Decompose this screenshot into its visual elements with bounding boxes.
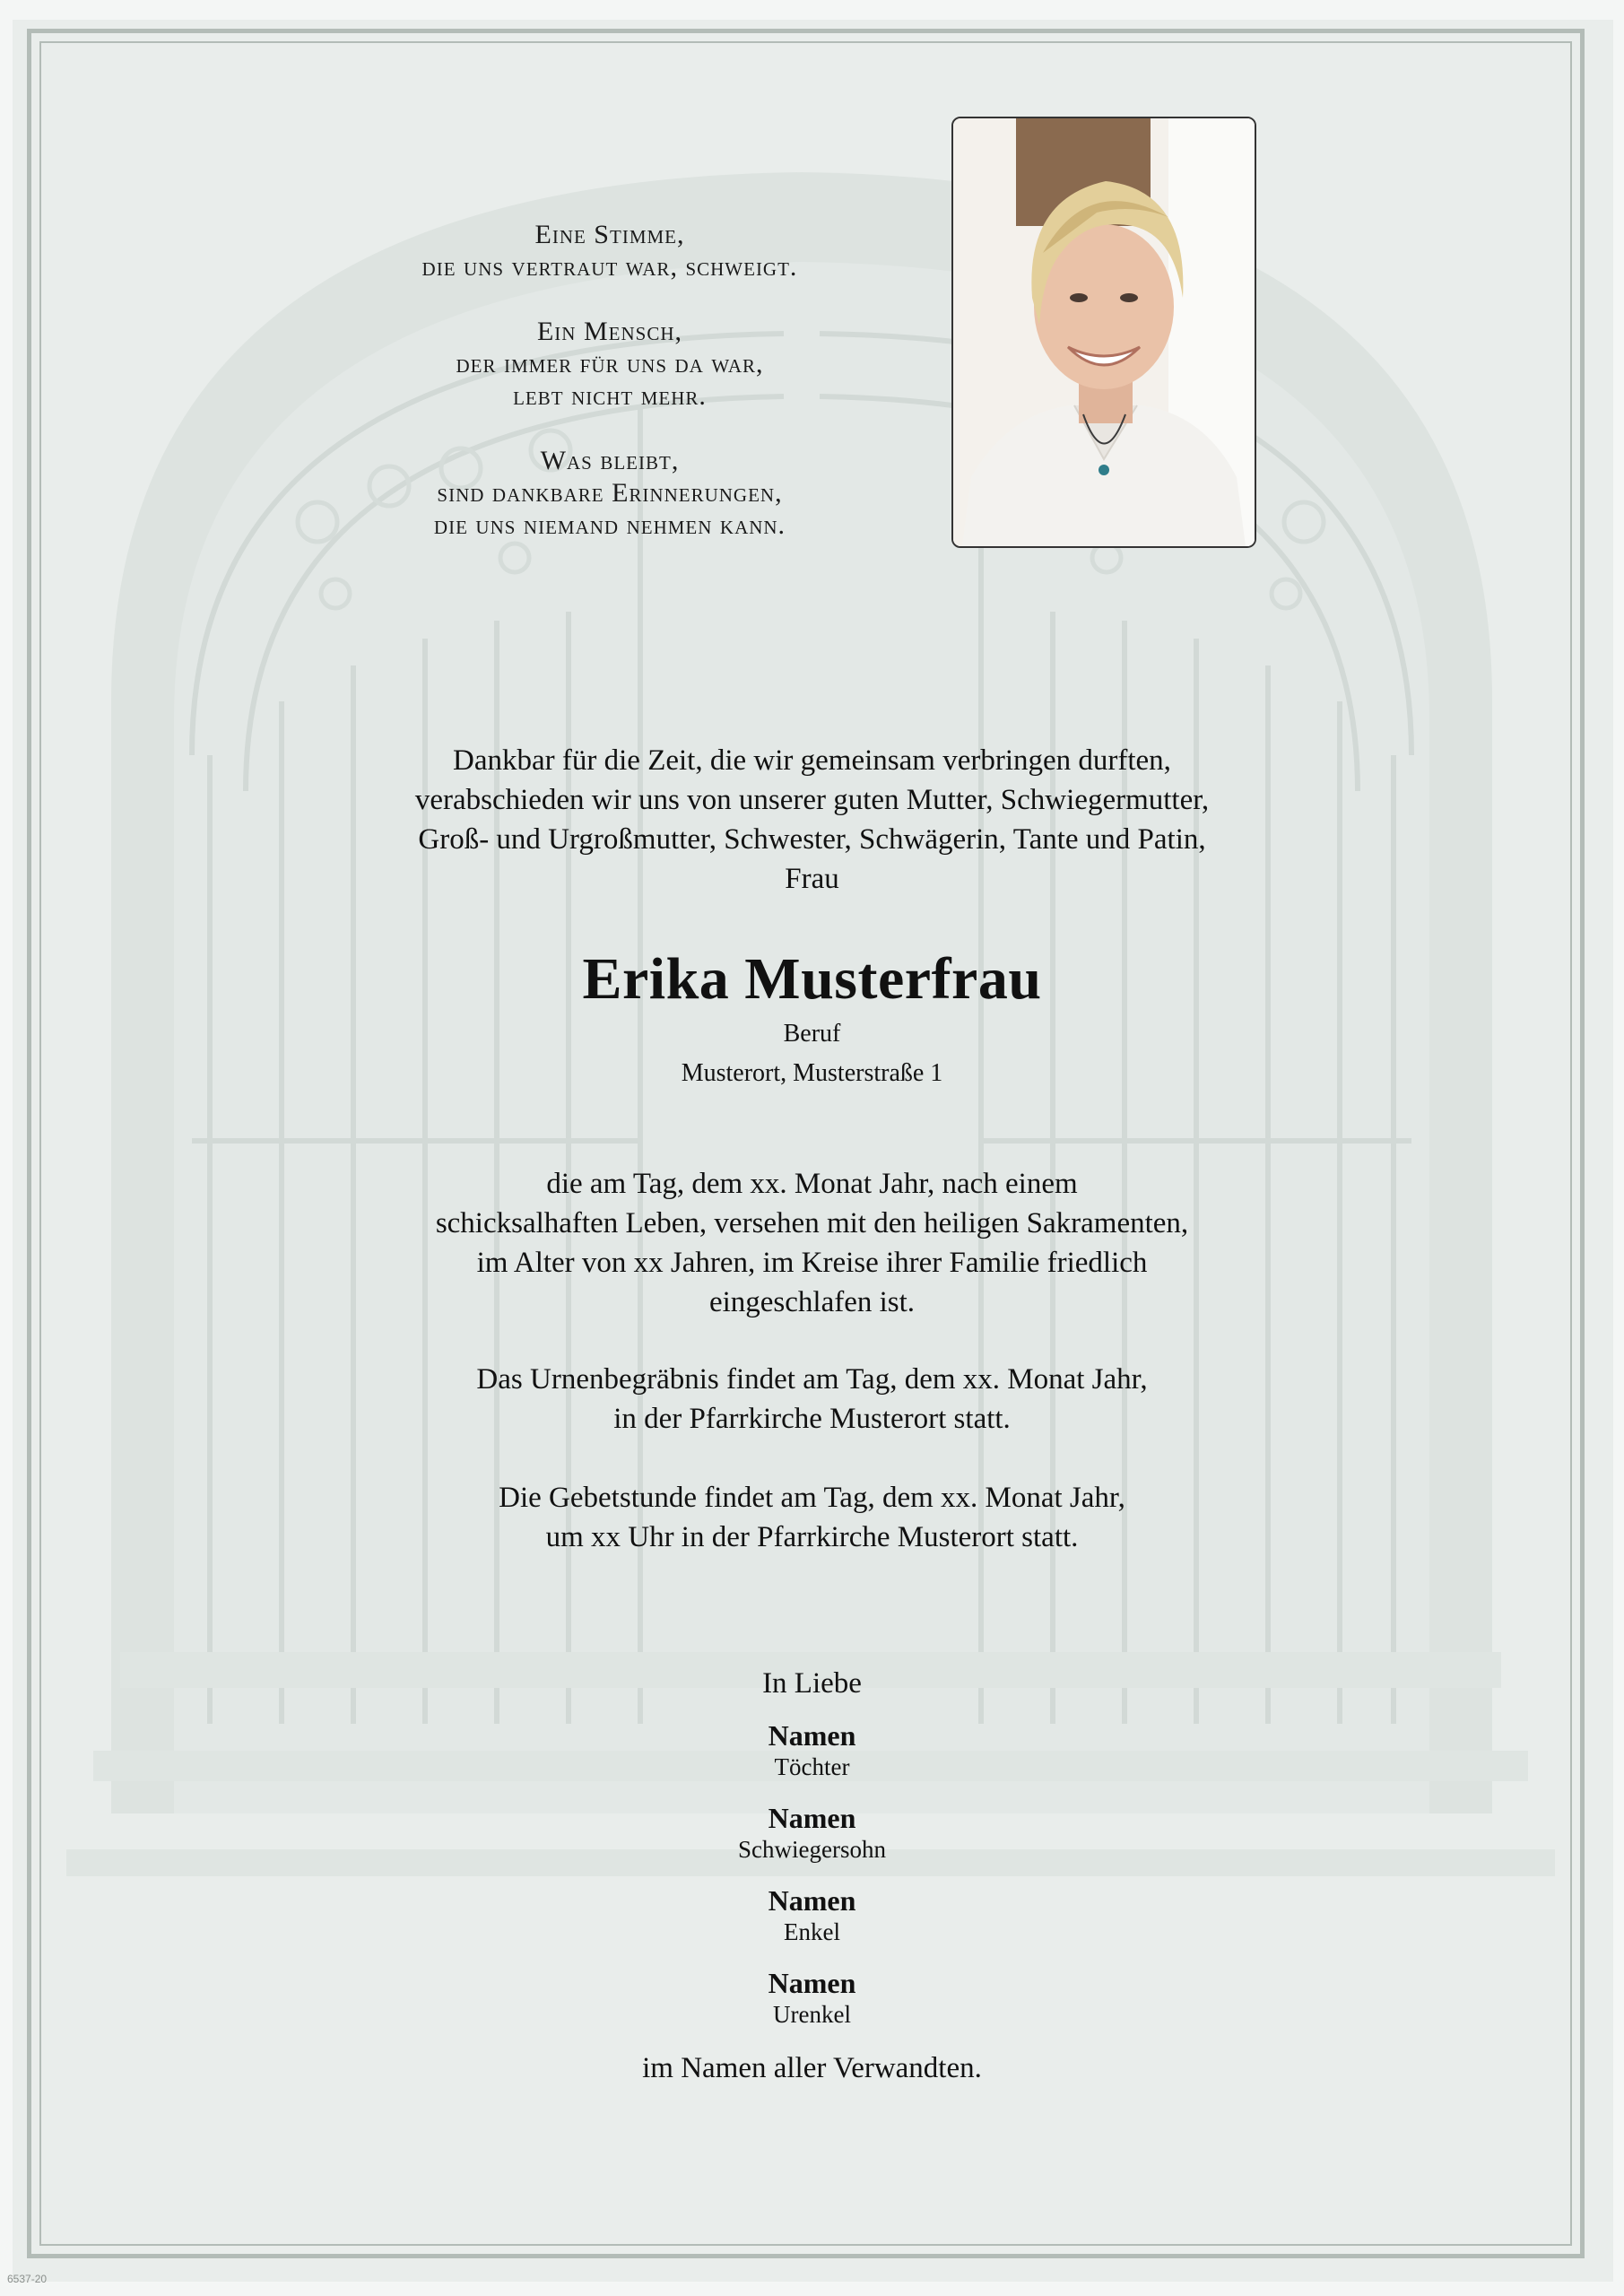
intro-line: Groß- und Urgroßmutter, Schwester, Schwägerin, Tante und Patin, [418, 823, 1206, 856]
burial-line: Das Urnenbegräbnis findet am Tag, dem xx. Monat Jahr, [476, 1363, 1148, 1396]
deceased-name: Erika Musterfrau [582, 946, 1042, 1012]
deceased-profession: Beruf [783, 1020, 841, 1048]
poem-stanza [350, 445, 870, 542]
intro-line: Dankbar für die Zeit, die wir gemeinsam verbringen durften, [453, 744, 1171, 777]
poem-line: Ein Mensch, [536, 317, 682, 346]
poem-line: Eine Stimme, [534, 220, 685, 249]
intro-line: verabschieden wir uns von unserer guten Mutter, Schwiegermutter, [414, 784, 1210, 816]
passing-line: im Alter von xx Jahren, im Kreise ihrer Familie friedlich [476, 1247, 1148, 1279]
mourner-role: Schwiegersohn [738, 1836, 886, 1863]
burial-text [269, 1360, 1355, 1439]
poem-line: der immer für uns da war, [456, 349, 764, 378]
mourner-group [269, 1718, 1355, 1781]
intro-line: Frau [785, 863, 839, 895]
portrait-photo-icon [953, 118, 1255, 546]
passing-line: schicksalhaften Leben, versehen mit den heiligen Sakramenten, [435, 1207, 1189, 1239]
mourner-name: Namen [768, 1884, 856, 1917]
passing-line: die am Tag, dem xx. Monat Jahr, nach einem [546, 1168, 1078, 1200]
prayer-line: Die Gebetstunde findet am Tag, dem xx. Monat Jahr, [499, 1482, 1125, 1514]
prayer-line: um xx Uhr in der Pfarrkirche Musterort statt. [545, 1521, 1079, 1553]
portrait-photo [951, 117, 1256, 548]
mourner-role: Töchter [774, 1753, 850, 1780]
mourner-group [269, 1966, 1355, 2029]
intro-text [269, 741, 1355, 899]
poem-line: Was bleibt, [540, 446, 680, 475]
poem-line: sind dankbare Erinnerungen, [437, 478, 783, 508]
poem-line: lebt nicht mehr. [513, 381, 707, 411]
mourner-name: Namen [768, 1719, 856, 1752]
mourner-name: Namen [768, 1967, 856, 1999]
print-code: 6537-20 [7, 2273, 48, 2285]
deceased-address: Musterort, Musterstraße 1 [681, 1059, 943, 1087]
prayer-text [269, 1478, 1355, 1557]
passing-line: eingeschlafen ist. [708, 1286, 916, 1318]
passing-text [269, 1164, 1355, 1322]
poem-line: die uns niemand nehmen kann. [433, 510, 786, 540]
mourner-group [269, 1801, 1355, 1864]
memorial-poem [350, 219, 870, 574]
mourners-section [269, 1661, 1355, 2088]
poem-stanza [350, 316, 870, 413]
mourners-closing: im Namen aller Verwandten. [642, 2052, 982, 2084]
mourner-role: Urenkel [773, 2001, 851, 2028]
poem-stanza [350, 219, 870, 283]
mourner-role: Enkel [784, 1918, 840, 1945]
mourner-group [269, 1883, 1355, 1946]
poem-line: die uns vertraut war, schweigt. [421, 252, 798, 282]
burial-line: in der Pfarrkirche Musterort statt. [613, 1403, 1011, 1435]
mourner-name: Namen [768, 1802, 856, 1834]
mourners-greeting: In Liebe [762, 1667, 862, 1700]
